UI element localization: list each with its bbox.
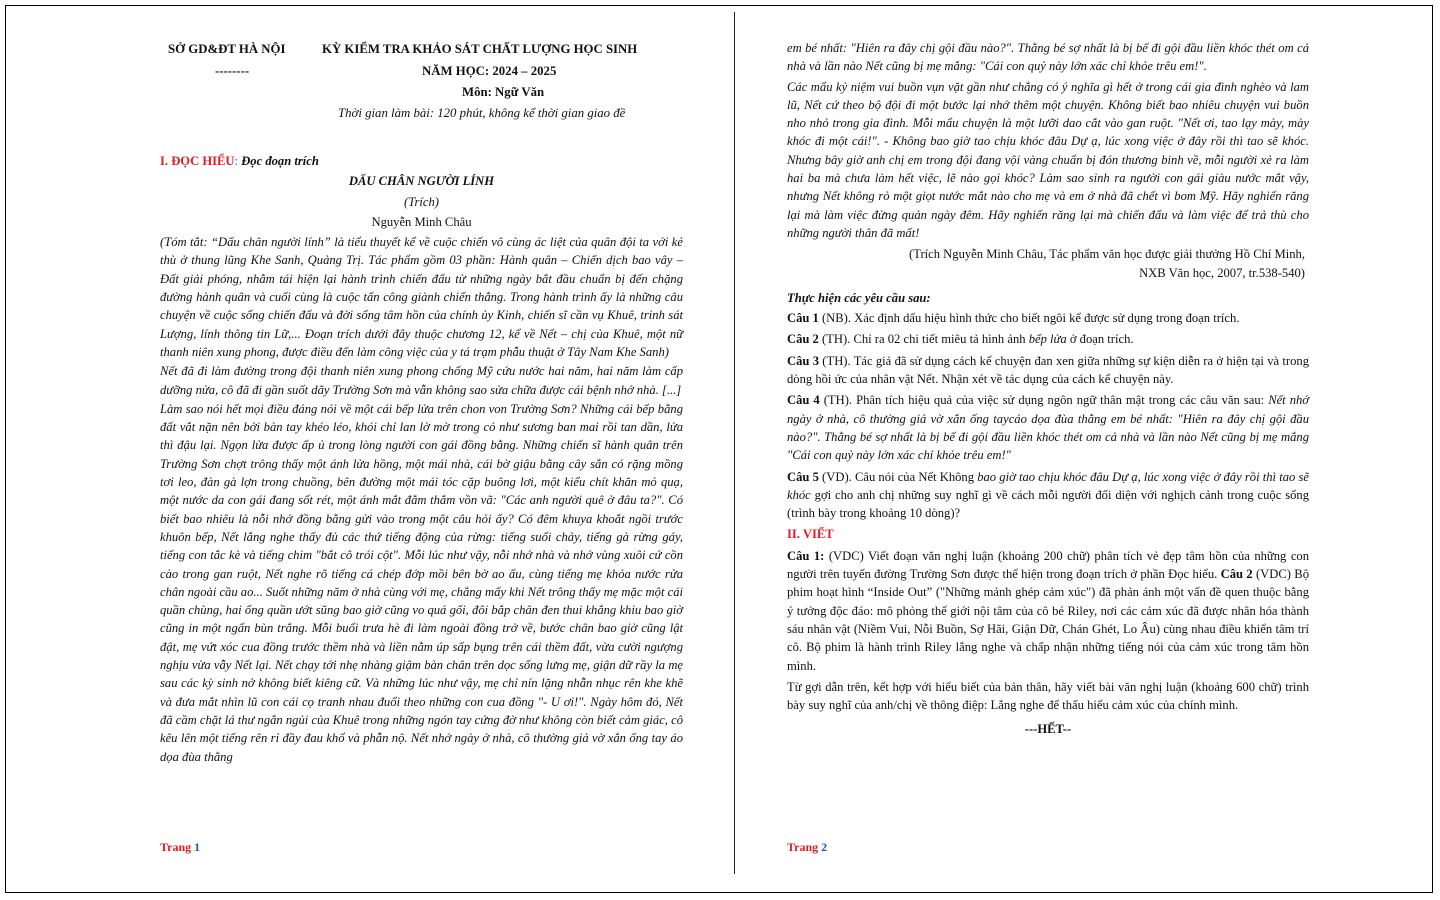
excerpt-title: DẤU CHÂN NGƯỜI LÍNH [348, 174, 495, 189]
school-year: NĂM HỌC: 2024 – 2025 [422, 64, 557, 78]
reading-instruction: Đọc đoạn trích [241, 154, 319, 168]
page-1-footer: Trang 1 [160, 840, 201, 854]
source-line-1: (Trích Nguyễn Minh Châu, Tác phẩm văn học được giải thưởng Hồ Chí Minh, [909, 247, 1305, 262]
page-2-footer: Trang 2 [787, 840, 828, 854]
excerpt-note: (Trích) [404, 194, 439, 209]
excerpt-paragraph-2-continued: em bé nhất: "Hiên ra đây chị gội đầu nào?". Thằng bé sợ nhất là bị bế đi gội đầu liền khóc thét om cả nhà và lần nào Nết cũng bị mẹ mắng: "Cái con quỷ này lớn xác chỉ khỏe trêu em!". [787, 41, 1309, 74]
exam-time: Thời gian làm bài: 120 phút, không kể thời gian giao đề [338, 106, 626, 120]
reading-heading: I. ĐỌC HIỂU: Đọc đoạn trích [160, 154, 319, 168]
tasks-title: Thực hiện các yêu cầu sau: [787, 290, 931, 305]
writing-prompt: Từ gợi dẫn trên, kết hợp với hiểu biết của bản thân, hãy viết bài văn nghị luận (khoảng 600 chữ) trình bày suy nghĩ của anh/chị về thông điệp: Lắng nghe để thấu hiểu cảm xúc của chính mình. [787, 679, 1309, 713]
page-2-body [787, 39, 1309, 739]
excerpt-paragraph-3: Các mẩu kỷ niệm vui buồn vụn vặt gần như chẳng có ý nghĩa gì hết ở trong cái gia đình nghèo và lam lũ, Nết cứ theo bộ đội đi một bước lại nhớ thêm một chuyện. Không biết bao nhiêu chuyện vui buồn nho nhỏ trong gia đình. Mỗi mẩu chuyện là một lưỡi dao cắt vào gan ruột. "Nết ơi, tao lạy mày, mày khóc đi một cái!". - Không bao giờ tao chịu khóc đâu Dự ạ, lúc xong việc ở đây rồi thì tao sẽ khóc. Nhưng bây giờ anh chị em trong đội đang vội vàng chuẩn bị đón thương binh về, mỗi người xẻ ra làm hai ba mà chưa làm hết việc, lẽ nào gọi khóc? Làm sao sinh ra người con gái giàu nước mắt vậy, nhưng Nết không rỏ một giọt nước mắt nào cho mẹ và em ở nhà đã chết vì bom Mỹ. Hãy nghiến răng lại mà làm việc đừng quản ngày đêm. Hãy nghiến răng lại mà chiến đấu và làm việc để trả thù cho những người thân đã mất! [787, 79, 1309, 240]
excerpt-paragraph-2: Làm sao nói hết mọi điều đáng nói về một cái bếp lửa trên chon von Trường Sơn? Những cái bếp bằng đất vắt nặn nên bởi bàn tay khéo léo, khói chỉ lan lờ mờ trong cỏ như sương ban mai rồi tan dần, lửa thì đậu lại. Ngọn lửa được ấp ủ trong lòng người con gái đồng bằng. Những chiến sĩ hành quân trên Trường Sơn chợt trông thấy một ánh lửa hồng, một mái nhà, cái bờ giậu bằng cây sắn có rặng mồng tơi leo, đàn gà lợn trong chuồng, bên đường một mái tóc cặp buông lơi, một kiểu chít khăn mỏ quạ, một nước da con gái đang sốt rét, một ánh mắt đằm thắm vồn vã: "Các anh người quê ở đâu ta?". Có biết bao nhiêu là nỗi nhớ đồng bằng gửi vào trong một câu hỏi ấy? Có đêm khuya khoắt ngồi trước khuôn bếp, Nết lắng nghe thấy đủ các thứ tiếng động của rừng: tiếng suối chảy, tiếng gà rừng gáy, tiếng con tắc kè và tiếng chim "bắt cô trói cột". Mỗi lúc như vậy, nỗi nhớ nhà và nhớ vùng xuôi cứ cồn cào trong gan ruột, Nết nghe rõ tiếng cá chép đớp mồi bên bờ ao ấu, cùng tiếng mẹ khỏa nước rửa chân ngoài cầu ao... Suốt những năm ở nhà cùng với mẹ, chẳng mấy khi Nết trông thấy mẹ mặc một cái quần chùng, hai ống quần ướt sũng bao giờ cũng vo quá gối, đôi bắp chân đen thui khẳng khiu bao giờ cũng in một ngấn bùn trắng. Mỗi buổi trưa hè đi làm ngoài đồng trở về, bước chân bao giờ cũng lật đật, mẹ vứt xóc cua đồng trước thềm nhà và liền nằm úp sấp bụng trên cái thềm đất, vừa cười ngượng nghịu vừa vẫy Nết lại. Nết chạy tới nhẹ nhàng giậm bàn chân trên dọc sống lưng mẹ, giận dữ rầy la mẹ sau các kỳ sinh nở không biết kiêng cữ. Và những lúc như vậy, mẹ chỉ nín lặng nhẫn nhục rên khe khẽ và đưa mắt nhìn lũ con cái cọ tranh nhau đuổi theo những con cua đồng "- U ơi!". Ngày hôm đó, Nết đã cầm chặt lá thư ngắn ngủi của Khuê trong những ngón tay cứng đờ như không còn biết cảm giác, cô kêu lên một tiếng rên rỉ đầy đau khổ và phẫn nộ. Nết nhớ ngày ở nhà, cô thường giả vờ xắn ống tay áo dọa đùa thằng [160, 401, 683, 764]
page-1-body [160, 152, 683, 766]
question-3: Câu 3 (TH). Tác giả đã sử dụng cách kể chuyện đan xen giữa những sự kiện diễn ra ở hiện tại và trong dòng hồi ức của nhân vật Nết. Nhận xét về tác dụng của cách kể chuyện này. [787, 353, 1309, 387]
section-2-label: II. VIẾT [787, 527, 834, 542]
page-2-number: 2 [821, 840, 828, 854]
page-1-number: 1 [194, 840, 201, 854]
end-marker: ---HẾT-- [1024, 722, 1072, 737]
question-1: Câu 1 (NB). Xác định dấu hiệu hình thức cho biết ngôi kể được sử dụng trong đoạn trích. [787, 311, 1240, 326]
page-divider [734, 12, 735, 874]
excerpt-author: Nguyễn Minh Châu [371, 214, 472, 229]
question-5: Câu 5 (VD). Câu nói của Nết Không bao giờ tao chịu khóc đâu Dự ạ, lúc xong việc ở đây rồi thì tao sẽ khóc gợi cho anh chị những suy nghĩ gì về cách mỗi người đối diện với nghịch cảnh trong cuộc sống (trình bày trong khoảng 10 dòng)? [787, 469, 1309, 521]
subject: Môn: Ngữ Văn [462, 85, 545, 99]
writing-questions: Câu 1: (VDC) Viết đoạn văn nghị luận (khoảng 200 chữ) phân tích vẻ đẹp tâm hồn của những con người trên tuyến đường Trường Sơn được thể hiện trong đoạn trích ở phần Đọc hiểu. Câu 2 (VDC) Bộ phim hoạt hình “Inside Out” ("Những mảnh ghép cảm xúc") đã phản ánh một vấn đề quen thuộc bằng ý tưởng độc đáo: mô phỏng thế giới nội tâm của cô bé Riley, nơi các cảm xúc đã được nhân hóa thành sáu nhân vật (Niềm Vui, Nỗi Buồn, Sợ Hãi, Giận Dữ, Chán Ghét, Lo Âu) cùng nhau điều khiển tâm trí cô. Bộ phim là hành trình Riley lắng nghe và chấp nhận những tiếng nói của cảm xúc trong tâm hồn mình. [787, 548, 1309, 673]
department-name: SỞ GD&ĐT HÀ NỘI [168, 42, 286, 56]
excerpt-paragraph-1: Nết đã đi làm đường trong đội thanh niên xung phong chống Mỹ cứu nước hai năm, hai năm làm cấp dưỡng nửa, cô đã đi gần suốt dãy Trường Sơn mà vẫn không sao sửa chữa được cái bệnh nhớ nhà. [...] [160, 364, 683, 397]
question-2: Câu 2 (TH). Chỉ ra 02 chi tiết miêu tả hình ảnh bếp lửa ở đoạn trích. [787, 332, 1134, 347]
excerpt-summary: (Tóm tắt: “Dấu chân người lính” là tiểu thuyết kể về cuộc chiến vô cùng ác liệt của quân đội ta với kẻ thù ở thung lũng Khe Sanh, Quảng Trị. Tác phẩm gồm 03 phần: Hành quân – Chiến dịch bao vây – Đất giải phóng, nhằm tái hiện lại hành trình chiến đấu từ những ngày bắt đầu chuẩn bị đến chặng đường hành quân và cuối cùng là cuộc tấn công giành chiến thắng. Trong hành trình ấy là những câu chuyện về cuộc sống chiến đấu và đời sống tâm hồn của chính ủy Kinh, chiến sĩ cần vụ Khuê, trinh sát Lượng, lính thông tin Lữ,... Đoạn trích dưới đây thuộc chương 12, kể về Nết – chị của Khuê, một nữ thanh niên xung phong, được điều đến làm công việc của y tá trạm phẫu thuật ở Tây Nam Khe Sanh) [160, 235, 683, 359]
question-4: Câu 4 (TH). Phân tích hiệu quả của việc sử dụng ngôn ngữ thân mật trong các câu văn sau: Nết nhớ ngày ở nhà, cô thường giả vờ xắn ống taycáo dọa đùa thằng em bé nhất: "Hiên ra đây chị gội đầu nào?". Thằng bé sợ nhất là bị bế đi gội đầu liền khóc thét om cả nhà và lần nào Nết cũng bị mẹ mắng "Cái con quỷ này lớn xác chỉ khỏe trêu em!" [787, 393, 1310, 463]
source-line-2: NXB Văn học, 2007, tr.538-540) [1139, 265, 1305, 280]
section-1-label: I. ĐỌC HIỂU [160, 154, 235, 168]
header-dashes: -------- [215, 64, 250, 78]
exam-title: KỲ KIỂM TRA KHẢO SÁT CHẤT LƯỢNG HỌC SINH [322, 42, 638, 56]
